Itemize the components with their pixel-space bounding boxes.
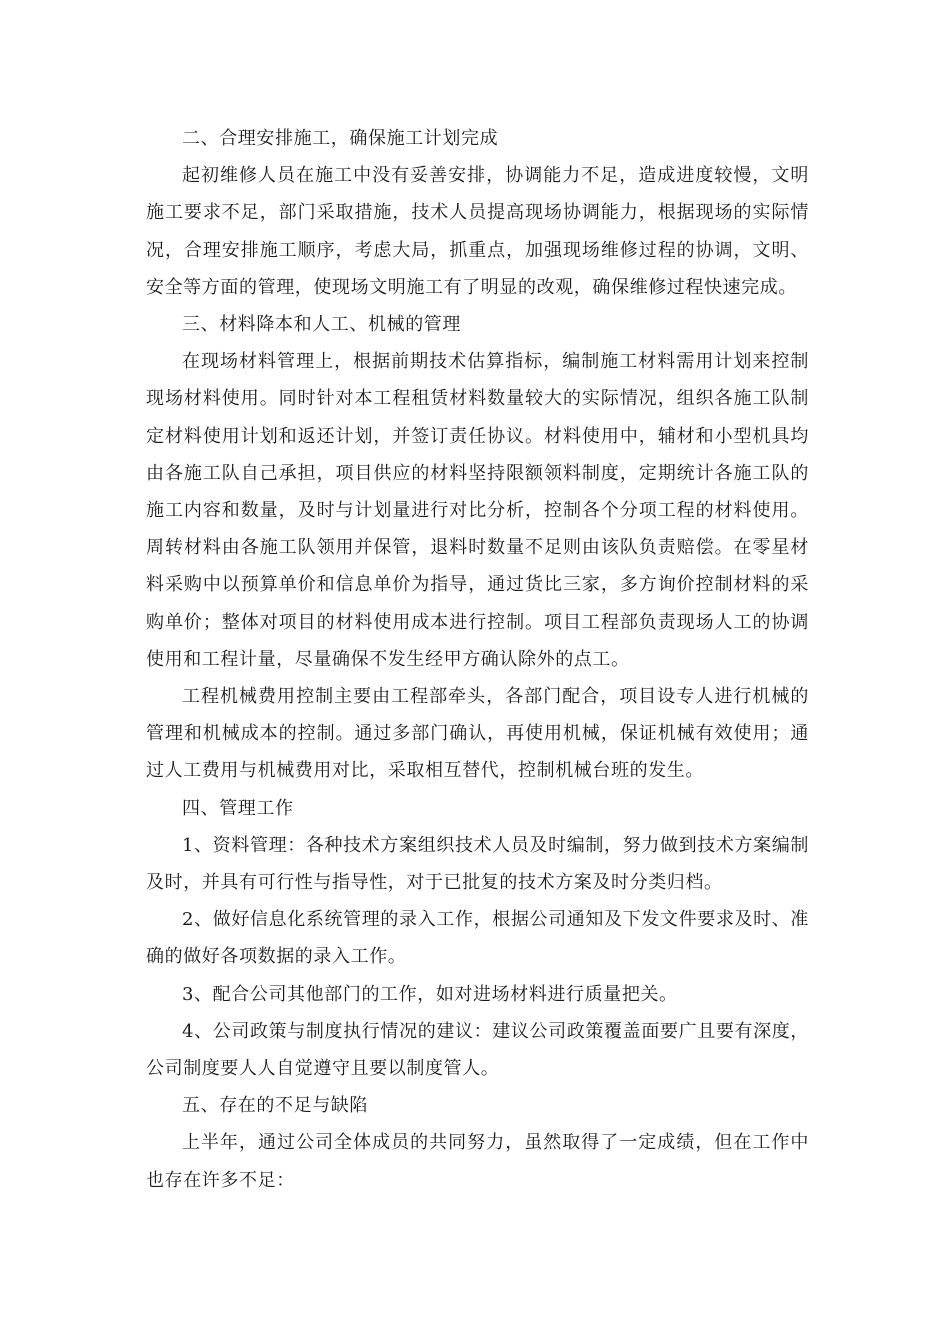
section-heading-5: 五、存在的不足与缺陷	[182, 1095, 368, 1117]
list-item-4: 4、公司政策与制度执行情况的建议：建议公司政策覆盖面要广且要有深度，公司制度要人人自觉遵守且要以制度管人。	[146, 1020, 809, 1080]
paragraph-construction-arrangement: 起初维修人员在施工中没有妥善安排，协调能力不足，造成进度较慢，文明施工要求不足，部门采取措施，技术人员提高现场协调能力，根据现场的实际情况，合理安排施工顺序，考虑大局，抓重点，加强现场维修过程的协调，文明、安全等方面的管理，使现场文明施工有了明显的改观，确保维修过程快速完成。	[146, 165, 809, 298]
list-item-1: 1、资料管理：各种技术方案组织技术人员及时编制，努力做到技术方案编制及时，并具有可行性与指导性，对于已批复的技术方案及时分类归档。	[146, 834, 809, 894]
paragraph-material-management: 在现场材料管理上，根据前期技术估算指标，编制施工材料需用计划来控制现场材料使用。同时针对本工程租赁材料数量较大的实际情况，组织各施工队制定材料使用计划和返还计划，并签订责任协议。材料使用中，辅材和小型机具均由各施工队自己承担，项目供应的材料坚持限额领料制度，定期统计各施工队的施工内容和数量，及时与计划量进行对比分析，控制各个分项工程的材料使用。周转材料由各施工队领用并保管，退料时数量不足则由该队负责赔偿。在零星材料采购中以预算单价和信息单价为指导，通过货比三家，多方询价控制材料的采购单价；整体对项目的材料使用成本进行控制。项目工程部负责现场人工的协调使用和工程计量，尽量确保不发生经甲方确认除外的点工。	[146, 351, 809, 670]
list-item-3: 3、配合公司其他部门的工作，如对进场材料进行质量把关。	[182, 983, 678, 1005]
section-heading-3: 三、材料降本和人工、机械的管理	[182, 314, 461, 336]
section-heading-4: 四、管理工作	[182, 797, 294, 819]
document-body	[146, 120, 809, 1199]
paragraph-machinery-cost: 工程机械费用控制主要由工程部牵头，各部门配合，项目设专人进行机械的管理和机械成本的控制。通过多部门确认，再使用机械，保证机械有效使用；通过人工费用与机械费用对比，采取相互替代，控制机械台班的发生。	[146, 686, 809, 782]
section-heading-2: 二、合理安排施工，确保施工计划完成	[182, 128, 499, 149]
list-item-2: 2、做好信息化系统管理的录入工作，根据公司通知及下发文件要求及时、准确的做好各项数据的录入工作。	[146, 909, 809, 968]
paragraph-shortcomings: 上半年，通过公司全体成员的共同努力，虽然取得了一定成绩，但在工作中也存在许多不足：	[146, 1132, 809, 1191]
